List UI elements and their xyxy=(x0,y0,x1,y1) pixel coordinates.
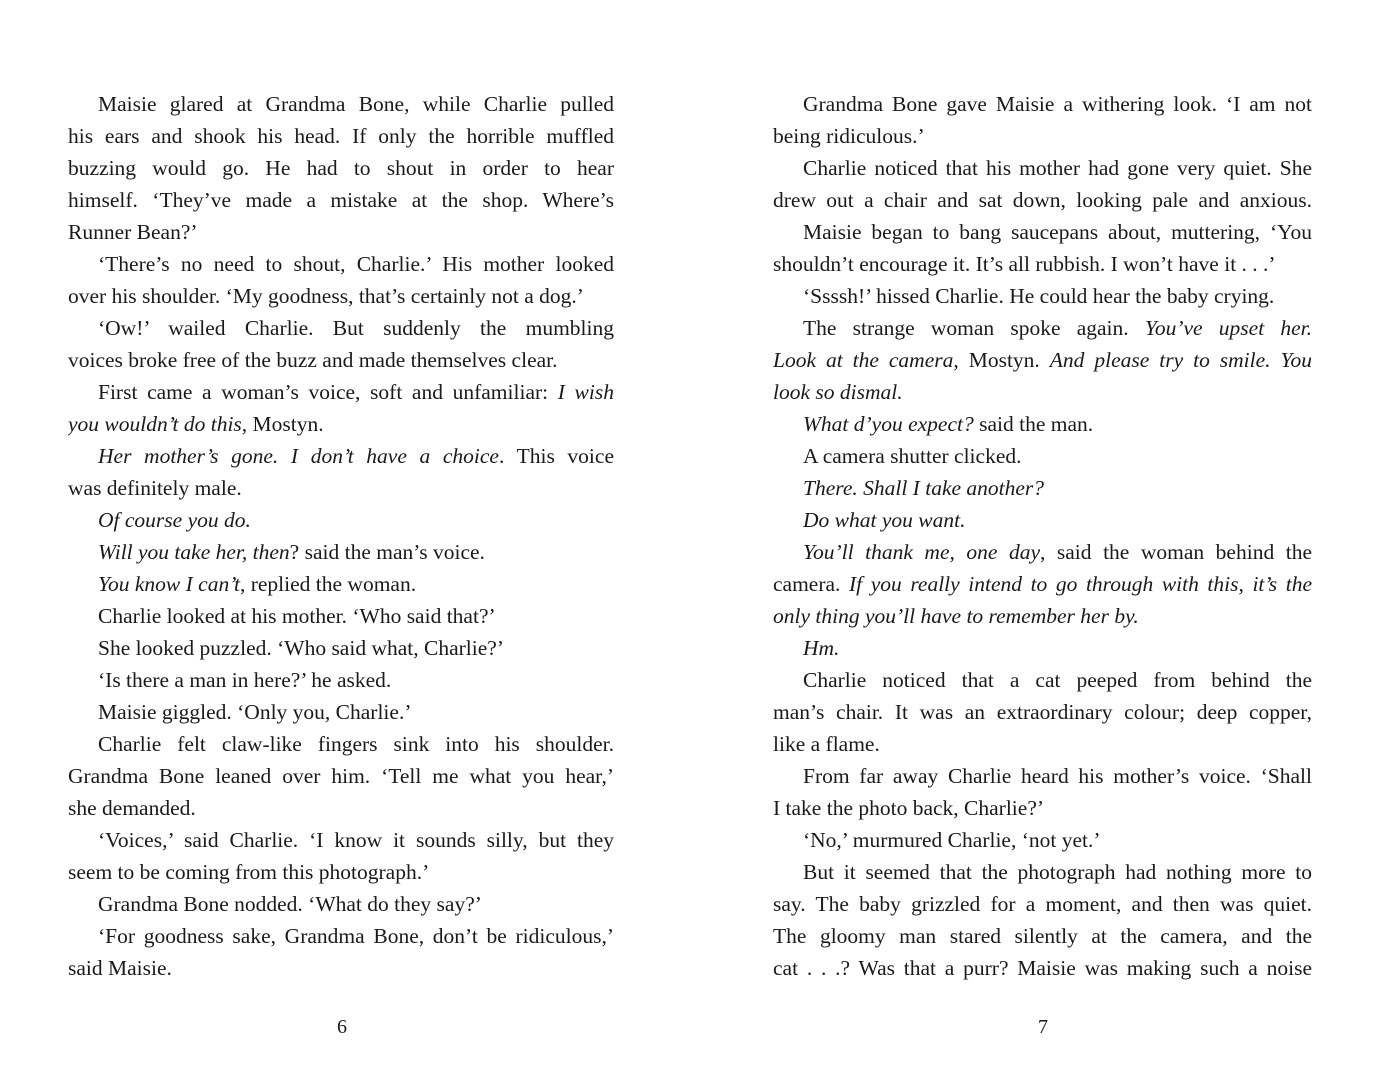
text-segment: voices broke free of the buzz and made themselves clear. xyxy=(68,348,558,372)
text-segment: over his shoulder. ‘My goodness, that’s certainly not a dog.’ xyxy=(68,284,584,308)
text-line xyxy=(68,952,614,984)
text-line xyxy=(68,280,614,312)
text-line xyxy=(773,952,1312,984)
text-line xyxy=(773,376,1312,408)
italic-text-segment: What d’you expect? xyxy=(803,412,974,436)
text-line xyxy=(68,760,614,792)
italic-text-segment: Hm. xyxy=(803,636,840,660)
text-line xyxy=(68,120,614,152)
text-line xyxy=(773,472,1312,504)
text-line xyxy=(68,888,614,920)
left-page xyxy=(68,88,614,984)
text-segment: Charlie felt claw-like fingers sink into his shoulder. xyxy=(98,732,614,756)
text-line xyxy=(68,536,614,568)
text-line xyxy=(773,312,1312,344)
right-page xyxy=(773,88,1312,984)
text-line xyxy=(68,824,614,856)
text-segment: Grandma Bone gave Maisie a withering look. ‘I am not xyxy=(803,92,1312,116)
text-line xyxy=(773,792,1312,824)
text-segment: said Maisie. xyxy=(68,956,172,980)
text-segment: was definitely male. xyxy=(68,476,242,500)
text-line xyxy=(773,408,1312,440)
text-line xyxy=(68,920,614,952)
text-segment: Runner Bean?’ xyxy=(68,220,198,244)
text-line xyxy=(773,856,1312,888)
text-line xyxy=(773,216,1312,248)
page-number-right: 7 xyxy=(1038,1016,1048,1038)
text-segment: ‘For goodness sake, Grandma Bone, don’t be ridiculous,’ xyxy=(98,924,614,948)
text-line xyxy=(773,568,1312,600)
text-segment: . This voice xyxy=(498,444,614,468)
text-line xyxy=(773,248,1312,280)
text-segment: But it seemed that the photograph had nothing more to xyxy=(803,860,1312,884)
text-segment: First came a woman’s voice, soft and unfamiliar: xyxy=(98,380,558,404)
text-segment: said the man. xyxy=(973,412,1094,436)
text-line xyxy=(773,152,1312,184)
text-line xyxy=(773,184,1312,216)
text-segment: , Mostyn. xyxy=(953,348,1050,372)
text-line xyxy=(773,600,1312,632)
italic-text-segment: And please try to smile. You xyxy=(1049,348,1312,372)
text-segment: I take the photo back, Charlie?’ xyxy=(773,796,1045,820)
italic-text-segment: look so dismal. xyxy=(773,380,903,404)
text-segment: say. The baby grizzled for a moment, and then was quiet. xyxy=(773,892,1312,916)
text-segment: ‘Voices,’ said Charlie. ‘I know it sounds silly, but they xyxy=(98,828,614,852)
text-segment: From far away Charlie heard his mother’s voice. ‘Shall xyxy=(803,764,1312,788)
text-segment: She looked puzzled. ‘Who said what, Charlie?’ xyxy=(98,636,504,660)
italic-text-segment: Will you take her, then xyxy=(98,540,290,564)
text-segment: The gloomy man stared silently at the camera, and the xyxy=(773,924,1312,948)
text-line xyxy=(773,504,1312,536)
text-segment: Charlie noticed that a cat peeped from behind the xyxy=(803,668,1312,692)
text-line xyxy=(773,344,1312,376)
text-segment: , said the woman behind the xyxy=(1040,540,1312,564)
italic-text-segment: You’ll thank me, one day xyxy=(803,540,1040,564)
text-line xyxy=(68,632,614,664)
text-segment: like a flame. xyxy=(773,732,880,756)
text-line xyxy=(68,408,614,440)
text-line xyxy=(68,440,614,472)
text-line xyxy=(773,760,1312,792)
text-line xyxy=(773,632,1312,664)
text-line xyxy=(68,88,614,120)
italic-text-segment: You’ve upset her. xyxy=(1144,316,1312,340)
text-segment: being ridiculous.’ xyxy=(773,124,925,148)
text-segment: seem to be coming from this photograph.’ xyxy=(68,860,430,884)
text-line xyxy=(773,88,1312,120)
text-line xyxy=(68,504,614,536)
text-line xyxy=(773,664,1312,696)
text-segment: Grandma Bone nodded. ‘What do they say?’ xyxy=(98,892,482,916)
text-line xyxy=(68,568,614,600)
text-segment: shouldn’t encourage it. It’s all rubbish. I won’t have it . . .’ xyxy=(773,252,1276,276)
text-segment: ‘Ssssh!’ hissed Charlie. He could hear the baby crying. xyxy=(803,284,1275,308)
text-segment: Charlie looked at his mother. ‘Who said that?’ xyxy=(98,604,496,628)
text-segment: A camera shutter clicked. xyxy=(803,444,1022,468)
text-line xyxy=(68,376,614,408)
text-segment: cat . . .? Was that a purr? Maisie was making such a noise xyxy=(773,956,1312,980)
text-line xyxy=(68,344,614,376)
text-line xyxy=(68,184,614,216)
italic-text-segment: I wish xyxy=(557,380,614,404)
text-segment: ? said the man’s voice. xyxy=(289,540,485,564)
text-line xyxy=(773,536,1312,568)
text-segment: Maisie giggled. ‘Only you, Charlie.’ xyxy=(98,700,412,724)
text-line xyxy=(773,920,1312,952)
text-line xyxy=(68,152,614,184)
italic-text-segment: If you really intend to go through with this, it’s the xyxy=(849,572,1312,596)
italic-text-segment: Her mother’s gone. I don’t have a choice xyxy=(98,444,499,468)
text-line xyxy=(68,472,614,504)
text-segment: Grandma Bone leaned over him. ‘Tell me what you hear,’ xyxy=(68,764,614,788)
text-segment: ‘Is there a man in here?’ he asked. xyxy=(98,668,392,692)
text-segment: camera. xyxy=(773,572,850,596)
italic-text-segment: You know I can’t xyxy=(98,572,240,596)
italic-text-segment: Look at the camera xyxy=(773,348,954,372)
text-segment: man’s chair. It was an extraordinary colour; deep copper, xyxy=(773,700,1312,724)
text-segment: Maisie began to bang saucepans about, muttering, ‘You xyxy=(803,220,1312,244)
text-segment: drew out a chair and sat down, looking pale and anxious. xyxy=(773,188,1312,212)
text-segment: buzzing would go. He had to shout in order to hear xyxy=(68,156,614,180)
text-segment: ‘No,’ murmured Charlie, ‘not yet.’ xyxy=(803,828,1101,852)
text-segment: ‘There’s no need to shout, Charlie.’ His mother looked xyxy=(98,252,614,276)
text-line xyxy=(68,728,614,760)
text-line xyxy=(773,728,1312,760)
text-segment: Maisie glared at Grandma Bone, while Charlie pulled xyxy=(98,92,614,116)
text-line xyxy=(68,792,614,824)
text-line xyxy=(773,120,1312,152)
italic-text-segment: There. Shall I take another? xyxy=(803,476,1045,500)
italic-text-segment: you wouldn’t do this xyxy=(68,412,242,436)
text-line xyxy=(773,280,1312,312)
text-segment: , replied the woman. xyxy=(239,572,417,596)
italic-text-segment: Of course you do. xyxy=(98,508,251,532)
text-line xyxy=(773,824,1312,856)
text-line xyxy=(68,248,614,280)
italic-text-segment: only thing you’ll have to remember her by. xyxy=(773,604,1139,628)
text-segment: his ears and shook his head. If only the horrible muffled xyxy=(68,124,614,148)
text-line xyxy=(773,440,1312,472)
text-segment: himself. ‘They’ve made a mistake at the shop. Where’s xyxy=(68,188,614,212)
page-number-left: 6 xyxy=(337,1016,347,1038)
text-segment: Charlie noticed that his mother had gone very quiet. She xyxy=(803,156,1312,180)
text-segment: The strange woman spoke again. xyxy=(803,316,1145,340)
text-line xyxy=(68,600,614,632)
text-line xyxy=(68,696,614,728)
text-line xyxy=(773,696,1312,728)
text-segment: , Mostyn. xyxy=(241,412,324,436)
text-line xyxy=(68,664,614,696)
text-line xyxy=(68,312,614,344)
text-segment: ‘Ow!’ wailed Charlie. But suddenly the mumbling xyxy=(98,316,614,340)
italic-text-segment: Do what you want. xyxy=(803,508,966,532)
text-line xyxy=(68,216,614,248)
text-segment: she demanded. xyxy=(68,796,196,820)
text-line xyxy=(68,856,614,888)
text-line xyxy=(773,888,1312,920)
